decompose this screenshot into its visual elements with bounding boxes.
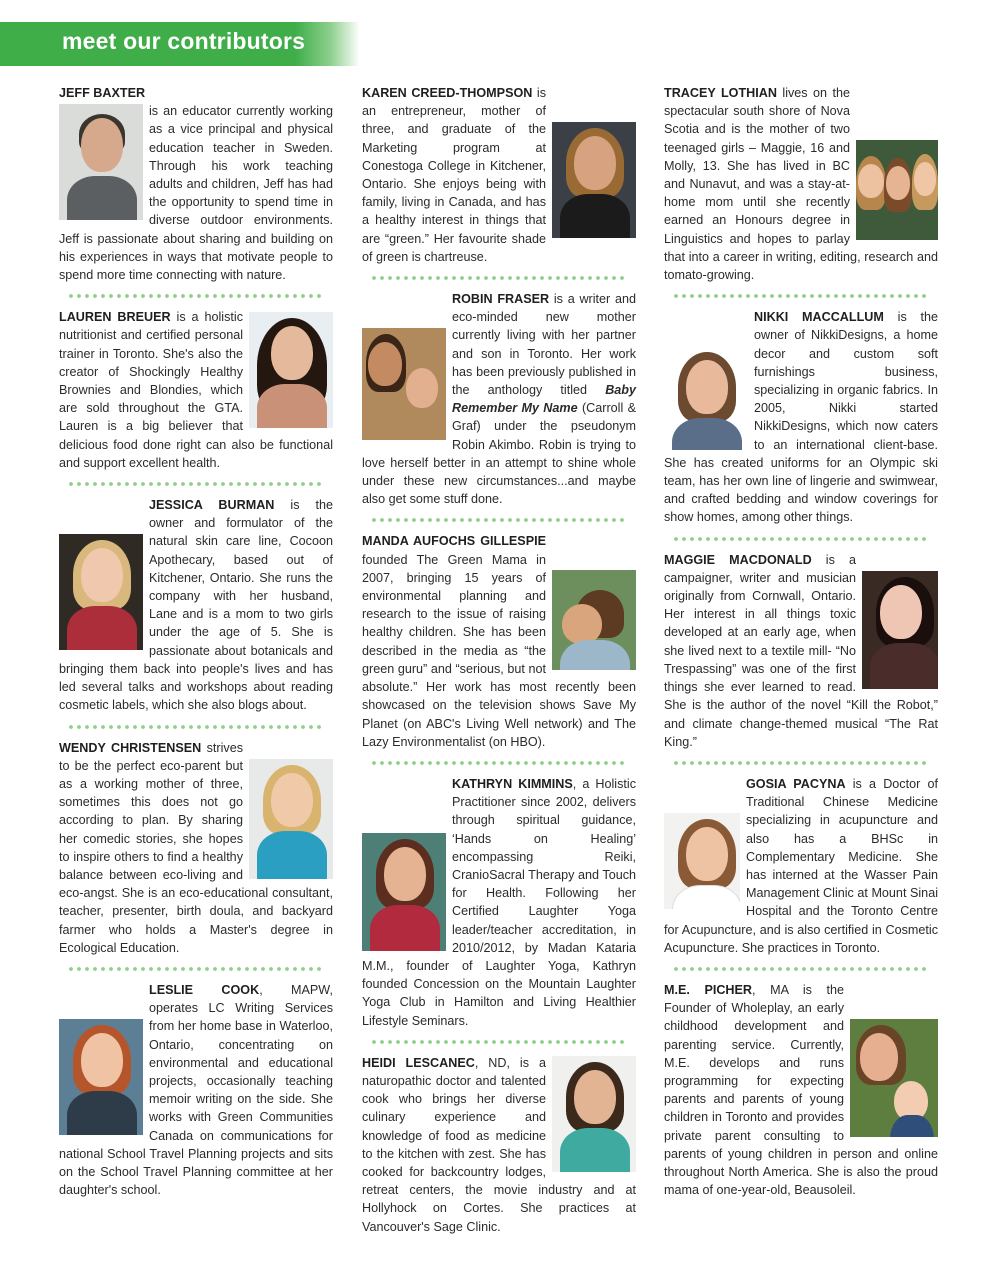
dotted-divider bbox=[67, 478, 325, 490]
wendy-christensen-photo bbox=[249, 759, 333, 879]
kathryn-kimmins-photo bbox=[362, 833, 446, 951]
contributor-maggie-macdonald bbox=[664, 551, 938, 751]
contributor-leslie-cook bbox=[59, 981, 333, 1199]
lauren-breuer-photo bbox=[249, 312, 333, 428]
contributor-me-picher bbox=[664, 981, 938, 1199]
contributor-heidi-lescanec bbox=[362, 1054, 636, 1236]
contributor-name: JEFF BAXTER bbox=[59, 86, 146, 100]
contributor-bio: LESLIE COOK, MAPW, operates LC Writing Services from her home base in Waterloo, Ontario, concentrating on environmental and educational projects, occasionally teaching memoir writing on the side. She works with Green Communities Canada on communications for national School Travel Planning projects and sits on the School Travel Planning committee at her daughter's school. bbox=[59, 982, 333, 1198]
contributor-bio: LAUREN BREUER is a holistic nutritionist and certified personal trainer in Toronto. She's also the creator of Shockingly Healthy Brownies and Blondies, which are sold throughout the GTA. Lauren is a big believer that delicious food done right can also be functional and support excellent health. bbox=[59, 310, 333, 470]
contributor-bio: JESSICA BURMAN is the owner and formulator of the natural skin care line, Cocoon Apothecary, based out of Kitchener, Ontario. She runs the company with her husband, Lane and is a mom to two girls under the age of 5. She is passionate about botanicals and bringing them back into people's lives and has led several talks and workshops about reading cosmetic labels, which she also blogs about. bbox=[59, 498, 333, 713]
column-middle bbox=[362, 84, 636, 1236]
contributor-jessica-burman bbox=[59, 496, 333, 714]
leslie-cook-photo bbox=[59, 1019, 143, 1135]
contributor-karen-creed-thompson bbox=[362, 84, 636, 266]
column-left bbox=[59, 84, 333, 1199]
contributor-kathryn-kimmins bbox=[362, 775, 636, 1030]
dotted-divider bbox=[67, 963, 325, 975]
contributor-robin-fraser bbox=[362, 290, 636, 508]
book-title: Baby Remember My Name bbox=[452, 383, 636, 416]
jessica-burman-photo bbox=[59, 534, 143, 650]
dotted-divider bbox=[370, 757, 628, 769]
page-title: meet our contributors bbox=[62, 28, 306, 54]
dotted-divider bbox=[67, 290, 325, 302]
contributor-gosia-pacyna bbox=[664, 775, 938, 957]
contributor-nikki-maccallum bbox=[664, 308, 938, 526]
contributor-bio: WENDY CHRISTENSEN strives to be the perfect eco-parent but as a working mother of three, sometimes this does not go according to plan. By sharing her comedic stories, she hopes to inspire others to find a healthy balance between eco-living and eco-angst. She is an eco-educational consultant, teacher, presenter, birth doula, and backyard farmer who holds a Master's degree in Ecological Education. bbox=[59, 740, 333, 955]
contributor-wendy-christensen bbox=[59, 739, 333, 957]
dotted-divider bbox=[672, 757, 930, 769]
contributor-bio: HEIDI LESCANEC, ND, is a naturopathic doctor and talented cook who brings her diverse culinary experience and knowledge of food as medicine to the kitchen with zest. She has cooked for backcountry lodges, retreat centers, the movie industry and at Hollyhock on Cortes. She practices at Vancouver's Sage Clinic. bbox=[362, 1055, 636, 1234]
contributor-bio: ROBIN FRASER is a writer and eco-minded new mother currently living with her partner and son in Toronto. Her work has been previously published in the anthology titled Baby Remember My Name (Carroll & Graf) under the pseudonym Robin Akimbo. Robin is trying to love herself better in an attempt to shine whole under these new circumstances...and maybe also get some stuff done. bbox=[362, 292, 636, 507]
gosia-pacyna-photo bbox=[664, 813, 740, 909]
dotted-divider bbox=[370, 272, 628, 284]
dotted-divider bbox=[67, 721, 325, 733]
contributor-jeff-baxter bbox=[59, 84, 333, 284]
maggie-macdonald-photo bbox=[862, 571, 938, 689]
contributor-manda-aufochs-gillespie bbox=[362, 532, 636, 750]
contributor-bio: KAREN CREED-THOMPSON is an entrepreneur, mother of three, and graduate of the Marketing program at Conestoga College in Kitchener, Ontario. She enjoys being with family, living in Canada, and has a healthy interest in things that are “green.” Her favourite shade of green is chartreuse. bbox=[362, 86, 547, 264]
contributor-lauren-breuer bbox=[59, 308, 333, 472]
me-picher-photo bbox=[850, 1019, 938, 1137]
dotted-divider bbox=[672, 533, 930, 545]
dotted-divider bbox=[370, 1036, 628, 1048]
dotted-divider bbox=[672, 290, 930, 302]
heidi-lescanec-photo bbox=[552, 1056, 636, 1172]
contributor-bio: TRACEY LOTHIAN lives on the spectacular south shore of Nova Scotia and is the mother of two teenaged girls – Maggie, 16 and Molly, 13. She has lived in BC and Nunavut, and was a stay-at-home mom until she recently earned an Honours degree in Linguistics and hopes to parlay that into a career in writing, editing, research and tomato-growing. bbox=[664, 86, 938, 283]
contributor-bio: M.E. PICHER, MA is the Founder of Wholeplay, an early childhood development and parenting service. Currently, M.E. develops and runs programming for expecting parents and parents of young children in Toronto and provides private parent consulting to parents of young children in person and online throughout North America. She is also the proud mama of one-year-old, Beausoleil. bbox=[664, 982, 938, 1198]
karen-creed-thompson-photo bbox=[552, 122, 636, 238]
contributor-bio: is an educator currently working as a vice principal and physical education teacher in Sweden. Through his work teaching adults and children, Jeff has had the opportunity to spend time in diverse outdoor environments. Jeff is passionate about sharing and building on his experiences in ways that motivate people to spend more time connecting with nature. bbox=[59, 104, 333, 283]
contributor-bio: MANDA AUFOCHS GILLESPIE founded The Green Mama in 2007, bringing 15 years of environmental planning and research to the issue of raising healthy children. She has been described in the media as “the green guru” and “serious, but not absolute.” Her work has most recently been showcased on the television shows Save My Planet (on ABC's Living Well network) and The Lazy Environmentalist (on HBO). bbox=[362, 534, 636, 749]
robin-fraser-photo bbox=[362, 328, 446, 440]
jeff-baxter-photo bbox=[59, 104, 143, 220]
contributor-bio: GOSIA PACYNA is a Doctor of Traditional Chinese Medicine specializing in acupuncture and also has a BHSc in Complementary Medicine. She has interned at the Wasser Pain Management Clinic at Mount Sinai Hospital and the Toronto Centre for Acupuncture, and is also certified in Cosmetic Acupuncture. She practices in Toronto. bbox=[664, 776, 938, 955]
contributor-bio: KATHRYN KIMMINS, a Holistic Practitioner since 2002, delivers through spiritual guidance, ‘Hands on Healing’ encompassing Reiki, CranioSacral Therapy and Touch for Health. Following her Certified Laughter Yoga leader/teacher accreditation, in 2010/2012, by Madan Kataria M.M., founder of Laughter Yoga, Kathryn founded Concession on the Mountain Laughter Yoga Club in Hamilton and Living Healthier Lifestyle Seminars. bbox=[362, 776, 636, 1028]
dotted-divider bbox=[370, 514, 628, 526]
manda-aufochs-gillespie-photo bbox=[552, 570, 636, 670]
contributor-bio: MAGGIE MACDONALD is a campaigner, writer and musician originally from Cornwall, Ontario. Her interest in all things toxic developed at an early age, when she lived next to a textile mill- “No Trespassing” was one of the first things she ever learned to read. She is the author of the novel “Kill the Robot,” and climate change-themed musical “The Rat King.” bbox=[664, 552, 938, 749]
contributor-tracey-lothian bbox=[664, 84, 938, 284]
tracey-lothian-photo bbox=[856, 140, 938, 240]
dotted-divider bbox=[672, 963, 930, 975]
column-right bbox=[664, 84, 938, 1199]
contributor-bio: NIKKI MACCALLUM is the owner of NikkiDesigns, a home decor and custom soft furnishings business, specializing in organic fabrics. In 2005, Nikki started NikkiDesigns, which now caters to an international client-base. She has created uniforms for an Olympic ski team, has her own line of lingerie and swimwear, and crafted bedding and window coverings for show homes, among other things. bbox=[664, 310, 939, 525]
header-banner bbox=[0, 22, 360, 66]
nikki-maccallum-photo bbox=[664, 346, 748, 450]
